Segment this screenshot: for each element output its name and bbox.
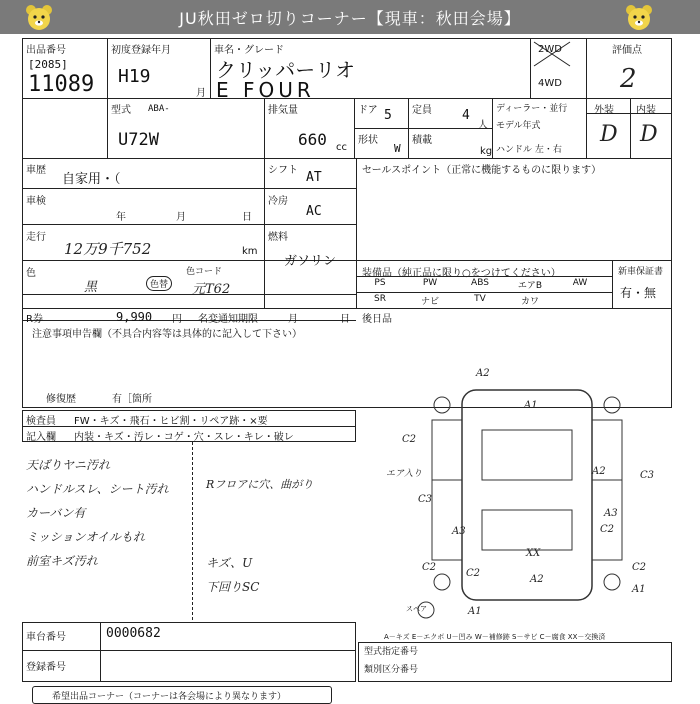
defect-row-exterior: FW・キズ・飛石・ヒビ割・リペア跡・×要 (74, 416, 268, 427)
note-line: 下回りSC (206, 580, 260, 594)
load-label: 積載 (412, 135, 432, 146)
damage-mark: A2 (476, 368, 490, 379)
note-line: キズ、U (206, 556, 253, 570)
entry-label: 記入欄 (26, 432, 56, 443)
damage-mark: C2 (600, 524, 615, 535)
later-items-label: 後日品 (362, 314, 392, 325)
lot-no-label: 出品番号 (26, 45, 66, 56)
rating-label: 評価点 (612, 45, 642, 56)
equip-airbag: エアB (517, 281, 543, 291)
mileage-label: 走行 (26, 232, 46, 243)
model-year-label: モデル年式 (496, 121, 541, 131)
color-changed-mark: 色替 (146, 276, 172, 291)
color-code-label: 色コード (186, 267, 223, 277)
history-label: 車歴 (26, 165, 46, 176)
inspector-label: 検査員 (26, 416, 56, 427)
displacement-label: 排気量 (268, 105, 298, 116)
damage-mark: A2 (530, 574, 544, 585)
equip-ps: PS (374, 278, 386, 288)
desired-corner-label: 希望出品コーナー（コーナーは各会場により異なります） (52, 692, 287, 702)
doors-label: ドア (358, 105, 378, 116)
unit-month: 月 (196, 88, 206, 99)
deadline-row-2: 類別区分番号 (364, 665, 419, 675)
equip-leather: カワ (520, 297, 539, 307)
note-line: 前室キズ汚れ (26, 554, 98, 568)
rating-value: 2 (620, 64, 637, 94)
equip-abs: ABS (471, 278, 489, 288)
first-reg-label: 初度登録年月 (111, 45, 171, 56)
note-line: Rフロアに穴、曲がり (206, 478, 314, 491)
fuel: ガソリン (284, 254, 337, 269)
damage-mark: A1 (632, 584, 646, 595)
defect-row-interior: 内装・キズ・汚レ・コゲ・穴・スレ・キレ・破レ (74, 432, 294, 443)
auction-sheet (22, 38, 672, 700)
unit-month: 月 (176, 212, 186, 223)
interior-label: 内装 (636, 105, 656, 116)
model-type-label: 型式 (111, 105, 131, 116)
damage-mark: C2 (402, 434, 417, 445)
car-name-label: 車名・グレード (214, 45, 284, 56)
first-reg-year: H19 (118, 66, 151, 87)
header-bar (0, 0, 700, 34)
sales-points-label: セールスポイント（正常に機能するものに限ります） (362, 165, 602, 176)
recycle-label: R券 (26, 314, 43, 325)
drive-4wd: 4WD (538, 78, 562, 89)
interior-grade: D (640, 122, 658, 147)
displacement: 660 (298, 130, 327, 149)
deadline-row-1: 型式指定番号 (364, 647, 419, 657)
unit-day: 日 (242, 212, 252, 223)
equip-tv: TV (474, 294, 486, 304)
repair-value: 有［箇所 (112, 394, 152, 405)
warranty-label: 新車保証書 (618, 267, 664, 277)
inspection-label: 車検 (26, 196, 46, 207)
note-line: ミッションオイルもれ (26, 530, 145, 544)
note-line: ハンドルスレ、シート汚れ (26, 482, 169, 496)
note-line: 天ばりヤニ汚れ (26, 458, 111, 472)
exterior-grade: D (600, 122, 618, 147)
page-title: JU秋田ゼロ切りコーナー【現車：秋田会場】 (179, 9, 521, 28)
capacity-label: 定員 (412, 105, 432, 116)
cooler: AC (306, 204, 322, 219)
equip-sr: SR (374, 294, 386, 304)
damage-mark: C3 (418, 494, 433, 505)
exterior-label: 外装 (594, 105, 614, 116)
name-change-label: 名変通知期限 (198, 314, 258, 325)
sheet-frame (22, 38, 672, 408)
history: 自家用・（ (62, 172, 121, 187)
equipment-label: 装備品（純正品に限り○をつけてください） (362, 268, 561, 279)
model-type-prefix: ABA- (148, 104, 170, 114)
color-label: 色 (26, 268, 36, 279)
capacity: 4 (462, 108, 470, 123)
shape: W (394, 142, 401, 155)
mileage: 12万9千752 (64, 240, 152, 258)
damage-mark: A3 (604, 508, 618, 519)
handle-label: ハンドル 左・右 (496, 145, 562, 155)
unit-cc: cc (336, 142, 347, 153)
recycle-fee: 9,990 (116, 310, 153, 324)
color-code: 元T62 (192, 282, 231, 297)
unit-km: km (242, 246, 258, 257)
damage-mark: C2 (422, 562, 437, 573)
dealer-label: ディーラー・並行 (496, 104, 568, 114)
damage-mark: A3 (452, 526, 466, 537)
damage-mark: XX (526, 548, 541, 559)
repair-label: 修復歴 (46, 394, 76, 405)
damage-mark: A1 (468, 606, 482, 617)
chassis-no: 0000682 (106, 626, 161, 641)
lot-sub: [2085] (28, 58, 68, 71)
damage-mark: A1 (524, 400, 538, 411)
equip-pw: PW (422, 278, 438, 288)
shift: AT (306, 170, 322, 185)
registration-box (22, 622, 356, 682)
damage-mark: C3 (640, 470, 655, 481)
note-line: カーバン有 (26, 506, 86, 520)
damage-mark: エア入り (386, 469, 423, 479)
notes-label: 注意事項申告欄（不具合内容等は具体的に記入して下さい） (32, 329, 302, 340)
damage-mark: C2 (466, 568, 481, 579)
cooler-label: 冷房 (268, 196, 288, 207)
reg-no-label: 登録番号 (26, 662, 66, 673)
warranty-value: 有・無 (620, 286, 657, 300)
unit-day: 日 (340, 314, 350, 325)
capacity-unit: 人 (478, 120, 488, 131)
shift-label: シフト (268, 165, 298, 176)
drive-2wd: 2WD (538, 44, 562, 55)
grade: E FOUR (216, 78, 315, 102)
car-name: クリッパーリオ (216, 58, 355, 82)
unit-year: 年 (116, 212, 126, 223)
unit-month: 月 (288, 314, 298, 325)
damage-legend: A－キズ E－エクボ U－凹み W－補修跡 S－サビ C－腐食 XX－交換済 (384, 633, 606, 641)
bear-mascot-icon (624, 3, 654, 31)
cross-out-mark (532, 40, 572, 68)
lot-number: 11089 (28, 72, 95, 97)
equip-aw: AW (572, 278, 588, 288)
doors: 5 (384, 108, 392, 123)
model-type: U72W (118, 130, 159, 150)
equip-navi: ナビ (420, 297, 439, 307)
unit-yen: 円 (172, 314, 182, 325)
damage-mark: C2 (632, 562, 647, 573)
unit-kg: kg (480, 146, 493, 157)
chassis-no-label: 車台番号 (26, 632, 66, 643)
damage-mark: A2 (592, 466, 606, 477)
spare-label: スペア (406, 605, 427, 613)
color: 黒 (84, 280, 98, 295)
shape-label: 形状 (358, 135, 378, 146)
fuel-label: 燃料 (268, 232, 288, 243)
